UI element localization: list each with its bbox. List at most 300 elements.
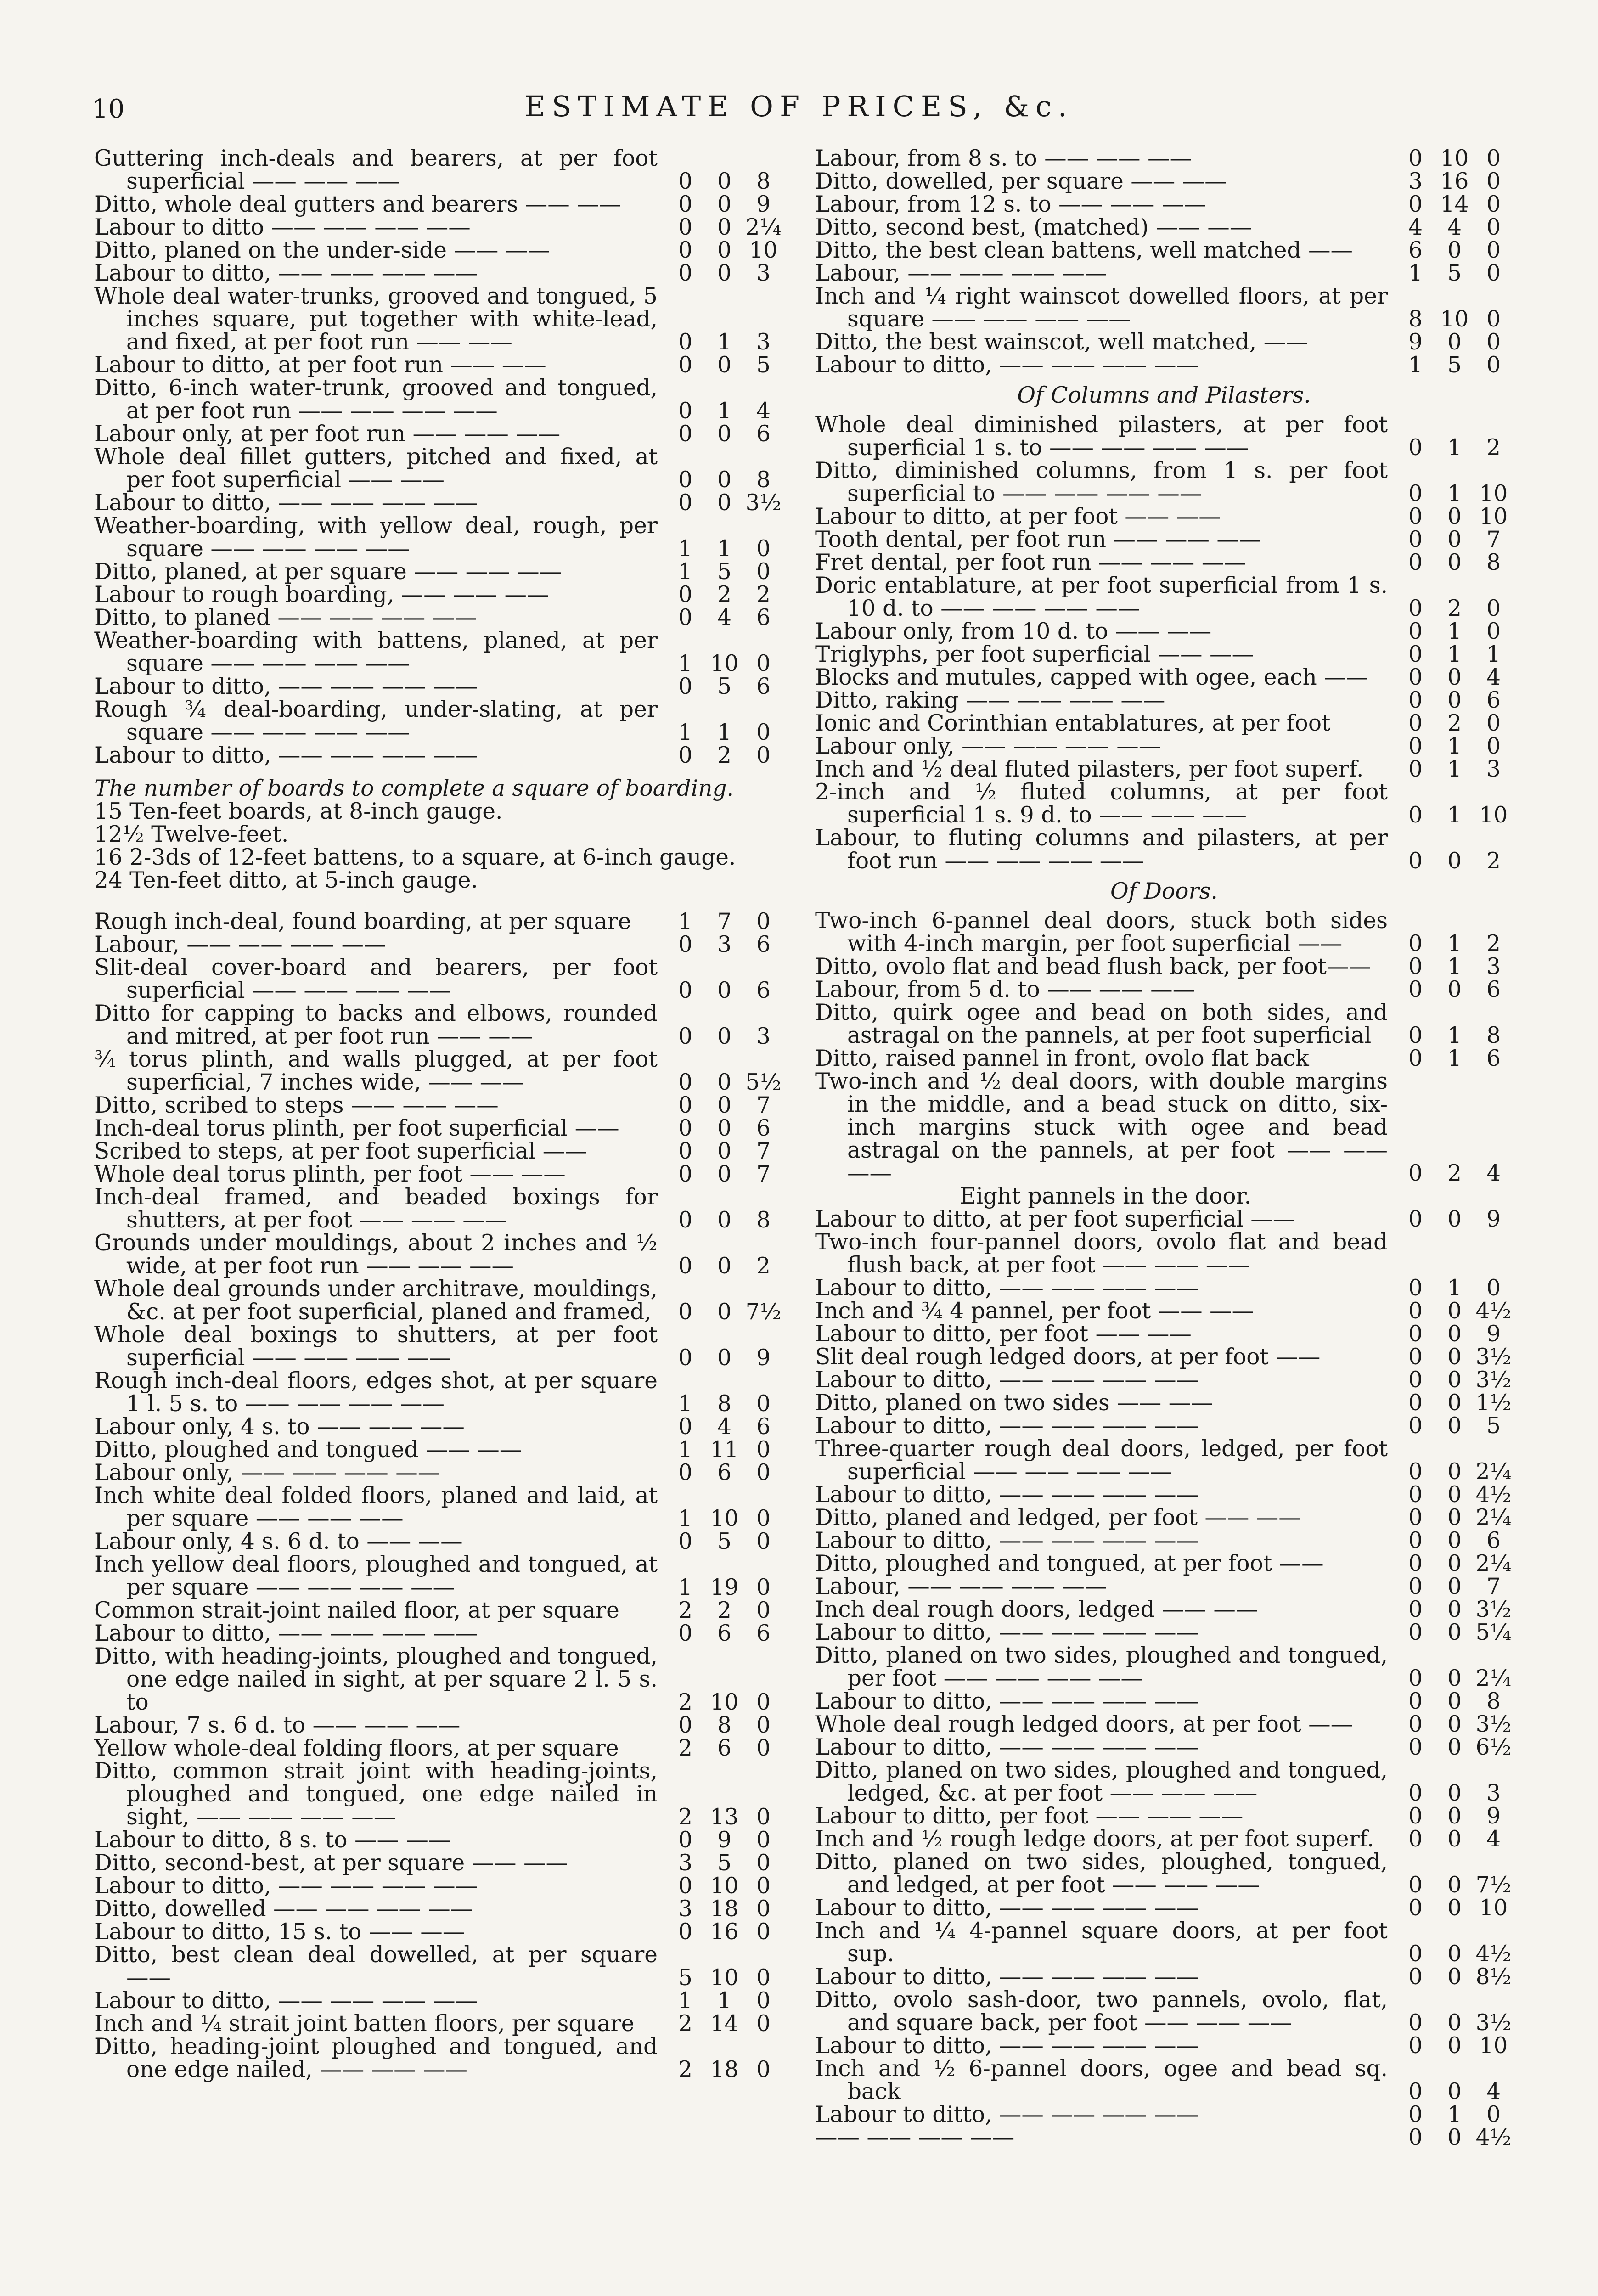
shillings: 0 (1447, 1344, 1462, 1370)
shillings: 0 (1447, 1206, 1462, 1232)
entry-amount (666, 1071, 783, 1094)
right-column (815, 147, 1513, 2296)
pounds: 0 (1408, 435, 1423, 461)
pence: 4½ (1475, 2125, 1512, 2150)
shillings: 0 (717, 191, 731, 217)
pounds: 0 (1408, 1666, 1423, 1691)
pounds: 0 (1408, 710, 1423, 736)
entry-text: Ditto, quirk ogee and bead on both sides, and astragal on the pannels, at per foot superficial (815, 1000, 1388, 1048)
pence: 0 (756, 1712, 771, 1738)
pence: 3½ (1475, 1597, 1512, 1622)
pounds: 2 (678, 2057, 692, 2082)
pounds: 0 (1408, 1367, 1423, 1393)
pence: 0 (756, 1689, 771, 1715)
pence: 10 (1479, 1895, 1508, 1921)
shillings: 0 (1447, 1688, 1462, 1714)
entry-text: Rough ¾ deal-boarding, under-slating, at per square —— —— —— —— (94, 697, 658, 745)
price-entry (94, 1277, 783, 1323)
price-entry (94, 1553, 783, 1599)
entry-text: Inch white deal folded floors, planed and laid, at per square —— —— —— (94, 1483, 658, 1531)
entry-text: Ditto, ploughed and tongued —— —— (94, 1437, 522, 1463)
entry-amount (1396, 1414, 1513, 1437)
price-entry (815, 551, 1513, 574)
shillings: 8 (717, 1391, 731, 1417)
price-entry (815, 689, 1513, 712)
pence: 9 (1486, 1206, 1501, 1232)
pence: 8½ (1475, 1964, 1512, 1990)
entry-text: Labour only, at per foot run —— —— —— (94, 421, 561, 447)
price-entry (815, 1391, 1513, 1414)
pounds: 3 (678, 1850, 692, 1876)
pounds: 0 (678, 1024, 692, 1049)
pounds: 0 (1408, 1390, 1423, 1416)
pence: 3 (1486, 954, 1501, 979)
pounds: 0 (1408, 1688, 1423, 1714)
entry-amount (1396, 620, 1513, 643)
pence: 3½ (1475, 2010, 1512, 2036)
price-entry (815, 1965, 1513, 1988)
entry-amount (1396, 712, 1513, 735)
pounds: 0 (1408, 1620, 1423, 1645)
pence: 1 (1486, 642, 1501, 667)
price-entry (94, 1920, 783, 1943)
price-entry (94, 1140, 783, 1163)
shillings: 2 (717, 743, 731, 768)
shillings: 0 (1447, 1505, 1462, 1531)
price-entry (815, 1208, 1513, 1231)
entry-text: Labour to ditto, —— —— —— —— (815, 1964, 1199, 1990)
entry-text: Ditto, diminished columns, from 1 s. per foot superficial to —— —— —— —— (815, 458, 1388, 506)
entry-text: Labour to ditto, —— —— —— —— (815, 1895, 1199, 1921)
pence: 4½ (1475, 1482, 1512, 1508)
pence: 6 (756, 674, 771, 699)
price-list (815, 909, 1513, 1185)
entry-amount (666, 1920, 783, 1943)
price-entry (94, 1461, 783, 1484)
price-entry (94, 354, 783, 377)
entry-text: Grounds under mouldings, about 2 inches and ½ wide, at per foot run —— —— —— (94, 1230, 658, 1279)
pounds: 2 (678, 1598, 692, 1623)
price-entry (815, 216, 1513, 239)
shillings: 0 (1447, 1482, 1462, 1508)
shillings: 14 (710, 2011, 739, 2037)
shillings: 0 (1447, 1528, 1462, 1553)
shillings: 0 (1447, 527, 1462, 552)
pounds: 0 (1408, 1711, 1423, 1737)
pence: 7½ (1475, 1872, 1512, 1898)
entry-amount (666, 1851, 783, 1874)
shillings: 0 (1447, 2033, 1462, 2059)
pounds: 0 (678, 421, 692, 447)
entry-amount (1396, 551, 1513, 574)
price-entry (94, 1599, 783, 1622)
price-entry (94, 491, 783, 514)
entry-text: Labour, —— —— —— —— (94, 932, 386, 957)
shillings: 10 (710, 1873, 739, 1899)
pence: 0 (756, 1988, 771, 2014)
entry-amount (1396, 758, 1513, 781)
entry-amount (666, 560, 783, 583)
shillings: 0 (1447, 848, 1462, 874)
price-entry (94, 1186, 783, 1232)
price-entry (815, 2057, 1513, 2103)
shillings: 1 (717, 536, 731, 562)
pounds: 0 (1408, 1298, 1423, 1324)
price-entry (815, 1437, 1513, 1483)
pence: 0 (756, 1598, 771, 1623)
entry-amount (666, 537, 783, 560)
entry-text: Labour to ditto, —— —— —— —— (815, 2033, 1199, 2059)
price-entry (94, 560, 783, 583)
pence: 0 (756, 1529, 771, 1554)
shillings: 1 (1447, 435, 1462, 461)
shillings: 0 (1447, 1826, 1462, 1852)
entry-amount (666, 491, 783, 514)
pounds: 0 (678, 169, 692, 194)
pounds: 0 (678, 1092, 692, 1118)
pence: 0 (1486, 260, 1501, 286)
shillings: 1 (1447, 802, 1462, 828)
pounds: 1 (678, 1391, 692, 1417)
pounds: 0 (1408, 756, 1423, 782)
price-entry (94, 1438, 783, 1461)
shillings: 0 (717, 237, 731, 263)
shillings: 0 (717, 260, 731, 286)
pence: 10 (749, 237, 778, 263)
entry-text: Labour to ditto, 15 s. to —— —— (94, 1919, 465, 1945)
entry-text: Labour only, —— —— —— —— (94, 1460, 440, 1486)
price-entry (815, 2126, 1513, 2149)
entry-amount (1396, 850, 1513, 872)
pounds: 0 (678, 1621, 692, 1646)
entry-amount (1396, 528, 1513, 551)
pence: 8 (1486, 1023, 1501, 1048)
entry-amount (666, 422, 783, 445)
pence: 0 (1486, 237, 1501, 263)
shillings: 10 (710, 1689, 739, 1715)
pence: 2 (1486, 435, 1501, 461)
price-list (815, 1208, 1513, 2149)
pence: 3 (1486, 1780, 1501, 1806)
pounds: 0 (1408, 1826, 1423, 1852)
price-entry (815, 1575, 1513, 1598)
pence: 6 (756, 605, 771, 630)
shillings: 8 (717, 1712, 731, 1738)
pence: 0 (756, 1506, 771, 1531)
entry-amount (1396, 1322, 1513, 1345)
shillings: 0 (1447, 2125, 1462, 2150)
shillings: 0 (717, 1115, 731, 1141)
entry-text: Inch and ¼ strait joint batten floors, per square (94, 2011, 635, 2037)
note-line: 16 2-3ds of 12-feet battens, to a square, at 6-inch gauge. (94, 844, 736, 870)
shillings: 0 (717, 169, 731, 194)
pounds: 0 (1408, 504, 1423, 529)
pounds: 1 (678, 651, 692, 676)
entry-text: Two-inch and ½ deal doors, with double margins in the middle, and a bead stuck on ditto, six-inch margins stuck with ogee and bead astragal on the pannels, at per foot —— —— —— (815, 1069, 1388, 1186)
price-entry (94, 744, 783, 767)
shillings: 0 (1447, 664, 1462, 690)
entry-amount (666, 1255, 783, 1277)
price-entry (94, 1622, 783, 1645)
pounds: 0 (1408, 1964, 1423, 1990)
pounds: 0 (1408, 1344, 1423, 1370)
entry-amount (1396, 193, 1513, 216)
price-entry (94, 1232, 783, 1277)
pence: 0 (1486, 710, 1501, 736)
entry-text: Labour only, —— —— —— —— (815, 733, 1161, 759)
pounds: 9 (1408, 329, 1423, 355)
price-entry (815, 459, 1513, 505)
price-entry (94, 1851, 783, 1874)
entry-text: Ditto, common strait joint with heading-joints, ploughed and tongued, one edge nailed in sight, —— —— —— —— (94, 1758, 658, 1830)
pence: 9 (1486, 1321, 1501, 1347)
entry-text: Labour to ditto, at per foot —— —— (815, 504, 1221, 529)
entry-amount (666, 1094, 783, 1117)
shillings: 3 (717, 932, 731, 957)
pence: 10 (1479, 504, 1508, 529)
price-entry (815, 1598, 1513, 1621)
pence: 9 (1486, 1803, 1501, 1829)
entry-amount (666, 2058, 783, 2081)
price-entry (94, 956, 783, 1002)
pence: 3 (756, 329, 771, 355)
shillings: 0 (1447, 1711, 1462, 1737)
entry-amount (1396, 1828, 1513, 1851)
entry-text: Labour, from 5 d. to —— —— —— (815, 977, 1195, 1002)
shillings: 10 (710, 651, 739, 676)
shillings: 0 (717, 1138, 731, 1164)
pounds: 0 (678, 674, 692, 699)
shillings: 0 (717, 1299, 731, 1325)
entry-amount (1396, 354, 1513, 377)
price-entry (815, 239, 1513, 262)
entry-text: Rough inch-deal floors, edges shot, at per square 1 l. 5 s. to —— —— —— —— (94, 1368, 658, 1417)
entry-text: Labour to ditto, —— —— —— —— (94, 1873, 478, 1899)
pounds: 8 (1408, 306, 1423, 332)
shillings: 18 (710, 1896, 739, 1922)
price-entry (94, 1002, 783, 1048)
entry-text: Labour to ditto, —— —— —— —— (815, 1688, 1199, 1714)
pounds: 0 (1408, 2102, 1423, 2127)
entry-text: Labour, —— —— —— —— (815, 260, 1107, 286)
pence: 9 (756, 191, 771, 217)
entry-text: Blocks and mutules, capped with ogee, each —— (815, 664, 1369, 690)
entry-amount (666, 1346, 783, 1369)
entry-amount (1396, 2080, 1513, 2103)
pounds: 0 (678, 1069, 692, 1095)
entry-amount (1396, 1621, 1513, 1644)
entry-text: Inch-deal torus plinth, per foot superficial —— (94, 1115, 619, 1141)
entry-amount (1396, 1805, 1513, 1828)
shillings: 0 (717, 421, 731, 447)
entry-amount (1396, 308, 1513, 331)
entry-text: Ditto, planed on two sides, ploughed and tongued, ledged, &c. at per foot —— —— —— (815, 1757, 1388, 1806)
entry-text: Labour to ditto, —— —— —— —— (94, 1988, 478, 2014)
pounds: 0 (1408, 1597, 1423, 1622)
price-entry (815, 354, 1513, 377)
entry-amount (666, 1737, 783, 1760)
price-entry (815, 1070, 1513, 1185)
price-entry (815, 1988, 1513, 2034)
pounds: 3 (1408, 169, 1423, 194)
price-entry (815, 413, 1513, 459)
entry-amount (1396, 735, 1513, 758)
shillings: 2 (1447, 1160, 1462, 1186)
pounds: 0 (1408, 1046, 1423, 1071)
pounds: 0 (678, 1207, 692, 1233)
pence: 0 (756, 743, 771, 768)
entry-amount (666, 1507, 783, 1530)
pence: 0 (756, 1437, 771, 1463)
entry-text: Ditto, planed on two sides, ploughed and tongued, per foot —— —— —— —— (815, 1643, 1388, 1691)
shillings: 1 (1447, 733, 1462, 759)
shillings: 0 (1447, 1321, 1462, 1347)
pence: 0 (756, 1575, 771, 1600)
entry-text: Common strait-joint nailed floor, at per square (94, 1598, 619, 1623)
pounds: 0 (678, 260, 692, 286)
pence: 3 (1486, 756, 1501, 782)
price-entry (94, 1737, 783, 1760)
entry-text: Ditto, second best, (matched) —— —— (815, 214, 1252, 240)
entry-amount (1396, 482, 1513, 505)
shillings: 1 (1447, 481, 1462, 506)
entry-amount (1396, 1529, 1513, 1552)
entry-amount (1396, 170, 1513, 193)
pounds: 0 (1408, 1482, 1423, 1508)
price-entry (815, 1851, 1513, 1896)
pounds: 0 (678, 605, 692, 630)
pounds: 2 (678, 2011, 692, 2037)
price-entry (94, 1484, 783, 1530)
shillings: 0 (1447, 2010, 1462, 2036)
price-entry (815, 781, 1513, 827)
entry-text: Ditto, ovolo flat and bead flush back, per foot—— (815, 954, 1371, 979)
entry-text: Labour to ditto, —— —— —— —— (815, 1275, 1199, 1301)
pounds: 0 (678, 1345, 692, 1371)
pounds: 0 (1408, 1459, 1423, 1485)
pounds: 0 (678, 352, 692, 378)
price-entry (94, 629, 783, 675)
entry-amount (666, 354, 783, 377)
shillings: 0 (1447, 1390, 1462, 1416)
price-list (94, 910, 783, 2081)
entry-text: Triglyphs, per foot superficial —— —— (815, 642, 1254, 667)
pounds: 0 (678, 214, 692, 240)
price-entry (94, 285, 783, 354)
shillings: 2 (1447, 710, 1462, 736)
entry-amount (666, 1576, 783, 1599)
pounds: 0 (1408, 1505, 1423, 1531)
pence: 0 (1486, 733, 1501, 759)
pounds: 3 (678, 1896, 692, 1922)
pence: 6 (1486, 1528, 1501, 1553)
entry-amount (1396, 1162, 1513, 1185)
entry-amount (1396, 1345, 1513, 1368)
price-entry (815, 1001, 1513, 1047)
entry-text: Slit-deal cover-board and bearers, per foot superficial —— —— —— —— (94, 955, 658, 1003)
entry-amount (1396, 1942, 1513, 1965)
entry-text: Labour to ditto, per foot —— —— —— (815, 1803, 1244, 1829)
note-title: The number of boards to complete a square of boarding. (94, 776, 734, 801)
pence: 2 (1486, 931, 1501, 957)
entry-amount (666, 331, 783, 354)
shillings: 18 (710, 2057, 739, 2082)
price-entry (815, 1231, 1513, 1277)
shillings: 6 (717, 1621, 731, 1646)
entry-amount (666, 721, 783, 744)
pence: 7 (756, 1161, 771, 1187)
pence: 4 (1486, 2079, 1501, 2105)
price-entry (815, 1896, 1513, 1919)
entry-text: Inch deal rough doors, ledged —— —— (815, 1597, 1258, 1622)
shillings: 19 (710, 1575, 739, 1600)
pence: 0 (1486, 596, 1501, 621)
entry-text: Labour to ditto, —— —— —— —— (815, 1734, 1199, 1760)
entry-text: Labour to ditto, per foot —— —— (815, 1321, 1192, 1347)
price-entry (94, 2035, 783, 2081)
pounds: 0 (1408, 642, 1423, 667)
shillings: 0 (1447, 1666, 1462, 1691)
price-entry (815, 331, 1513, 354)
pounds: 0 (678, 490, 692, 516)
pounds: 0 (678, 1414, 692, 1440)
pence: 2¼ (1475, 1505, 1512, 1531)
entry-amount (1396, 1667, 1513, 1690)
pounds: 1 (678, 720, 692, 745)
price-entry (94, 1829, 783, 1851)
pence: 6½ (1475, 1734, 1512, 1760)
pounds: 0 (678, 1299, 692, 1325)
pence: 7 (756, 1138, 771, 1164)
shillings: 0 (717, 490, 731, 516)
pence: 0 (1486, 147, 1501, 171)
entry-amount (1396, 239, 1513, 262)
entry-text: Inch yellow deal floors, ploughed and tongued, at per square —— —— —— —— (94, 1552, 658, 1600)
pounds: 0 (678, 743, 692, 768)
pence: 3 (756, 260, 771, 286)
pence: 7 (756, 1092, 771, 1118)
price-entry (815, 193, 1513, 216)
pounds: 0 (678, 1460, 692, 1486)
entry-amount (666, 1966, 783, 1989)
shillings: 0 (717, 467, 731, 493)
entry-text: Ditto, scribed to steps —— —— —— (94, 1092, 499, 1118)
pounds: 0 (1408, 550, 1423, 575)
entry-text: Inch and ¼ right wainscot dowelled floors, at per square —— —— —— —— (815, 283, 1388, 332)
running-title: ESTIMATE OF PRICES, &c. (524, 90, 1074, 123)
pence: 5½ (745, 1069, 782, 1095)
price-entry (815, 978, 1513, 1001)
pence: 0 (1486, 619, 1501, 644)
pence: 3½ (745, 490, 782, 516)
pounds: 0 (1408, 1895, 1423, 1921)
pounds: 1 (678, 1988, 692, 2014)
entry-amount (1396, 2034, 1513, 2057)
entry-amount (1396, 955, 1513, 978)
entry-amount (1396, 1598, 1513, 1621)
pounds: 0 (678, 1138, 692, 1164)
pence: 1½ (1475, 1390, 1512, 1416)
pence: 7 (1486, 527, 1501, 552)
pounds: 6 (1408, 237, 1423, 263)
shillings: 0 (717, 1345, 731, 1371)
pounds: 0 (1408, 931, 1423, 957)
entry-text: Labour to ditto, at per foot run —— —— (94, 352, 546, 378)
pounds: 5 (678, 1965, 692, 1991)
pence: 10 (1479, 802, 1508, 828)
pence: 0 (756, 559, 771, 585)
price-entry (815, 909, 1513, 955)
